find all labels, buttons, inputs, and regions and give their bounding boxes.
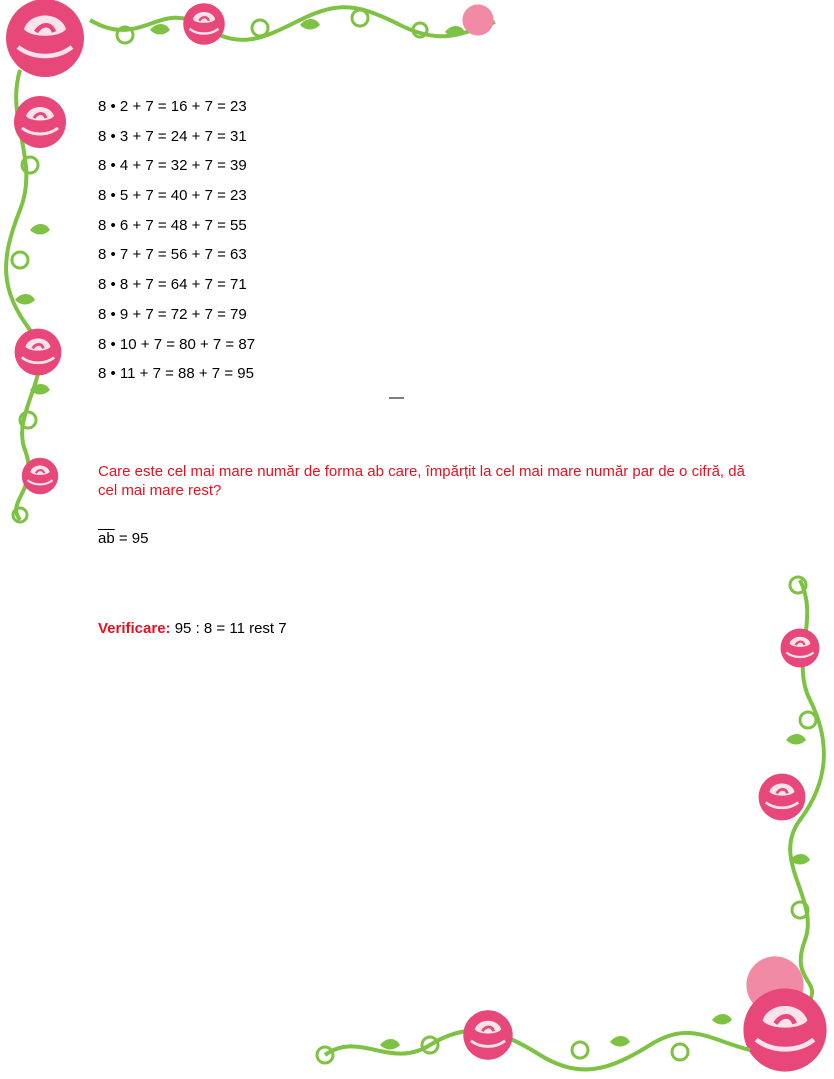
answer-value: = 95 xyxy=(114,530,149,547)
equation-line: 8 • 4 + 7 = 32 + 7 = 39 xyxy=(98,157,247,175)
equation-line: 8 • 7 + 7 = 56 + 7 = 63 xyxy=(98,246,247,264)
equation-line: 8 • 9 + 7 = 72 + 7 = 79 xyxy=(98,305,247,323)
answer-line xyxy=(98,530,148,547)
verification-text: 95 : 8 = 11 rest 7 xyxy=(170,620,287,637)
separator-dash: — xyxy=(389,389,404,406)
answer-variable: $\overline{ab}$ xyxy=(98,530,115,547)
equation-line: 8 • 5 + 7 = 40 + 7 = 23 xyxy=(98,187,247,205)
equation-line: 8 • 11 + 7 = 88 + 7 = 95 xyxy=(98,365,254,383)
verification-line xyxy=(98,620,287,637)
problem-question: Care este cel mai mare număr de forma ab care, împărțit la cel mai mare număr par de o cifră, dă cel mai mare rest? xyxy=(98,463,745,499)
equation-line: 8 • 2 + 7 = 16 + 7 = 23 xyxy=(98,98,247,115)
left-vine xyxy=(6,70,66,522)
equation-list xyxy=(98,97,255,394)
top-vine xyxy=(6,0,495,77)
equation-line: 8 • 3 + 7 = 24 + 7 = 31 xyxy=(98,127,247,145)
right-vine xyxy=(743,577,826,1072)
equation-line: 8 • 8 + 7 = 64 + 7 = 71 xyxy=(98,276,247,294)
equation-line: 8 • 6 + 7 = 48 + 7 = 55 xyxy=(98,216,247,234)
verification-label: Verificare: xyxy=(98,620,171,637)
equation-line: 8 • 10 + 7 = 80 + 7 = 87 xyxy=(98,335,256,353)
bottom-vine xyxy=(317,1010,750,1069)
